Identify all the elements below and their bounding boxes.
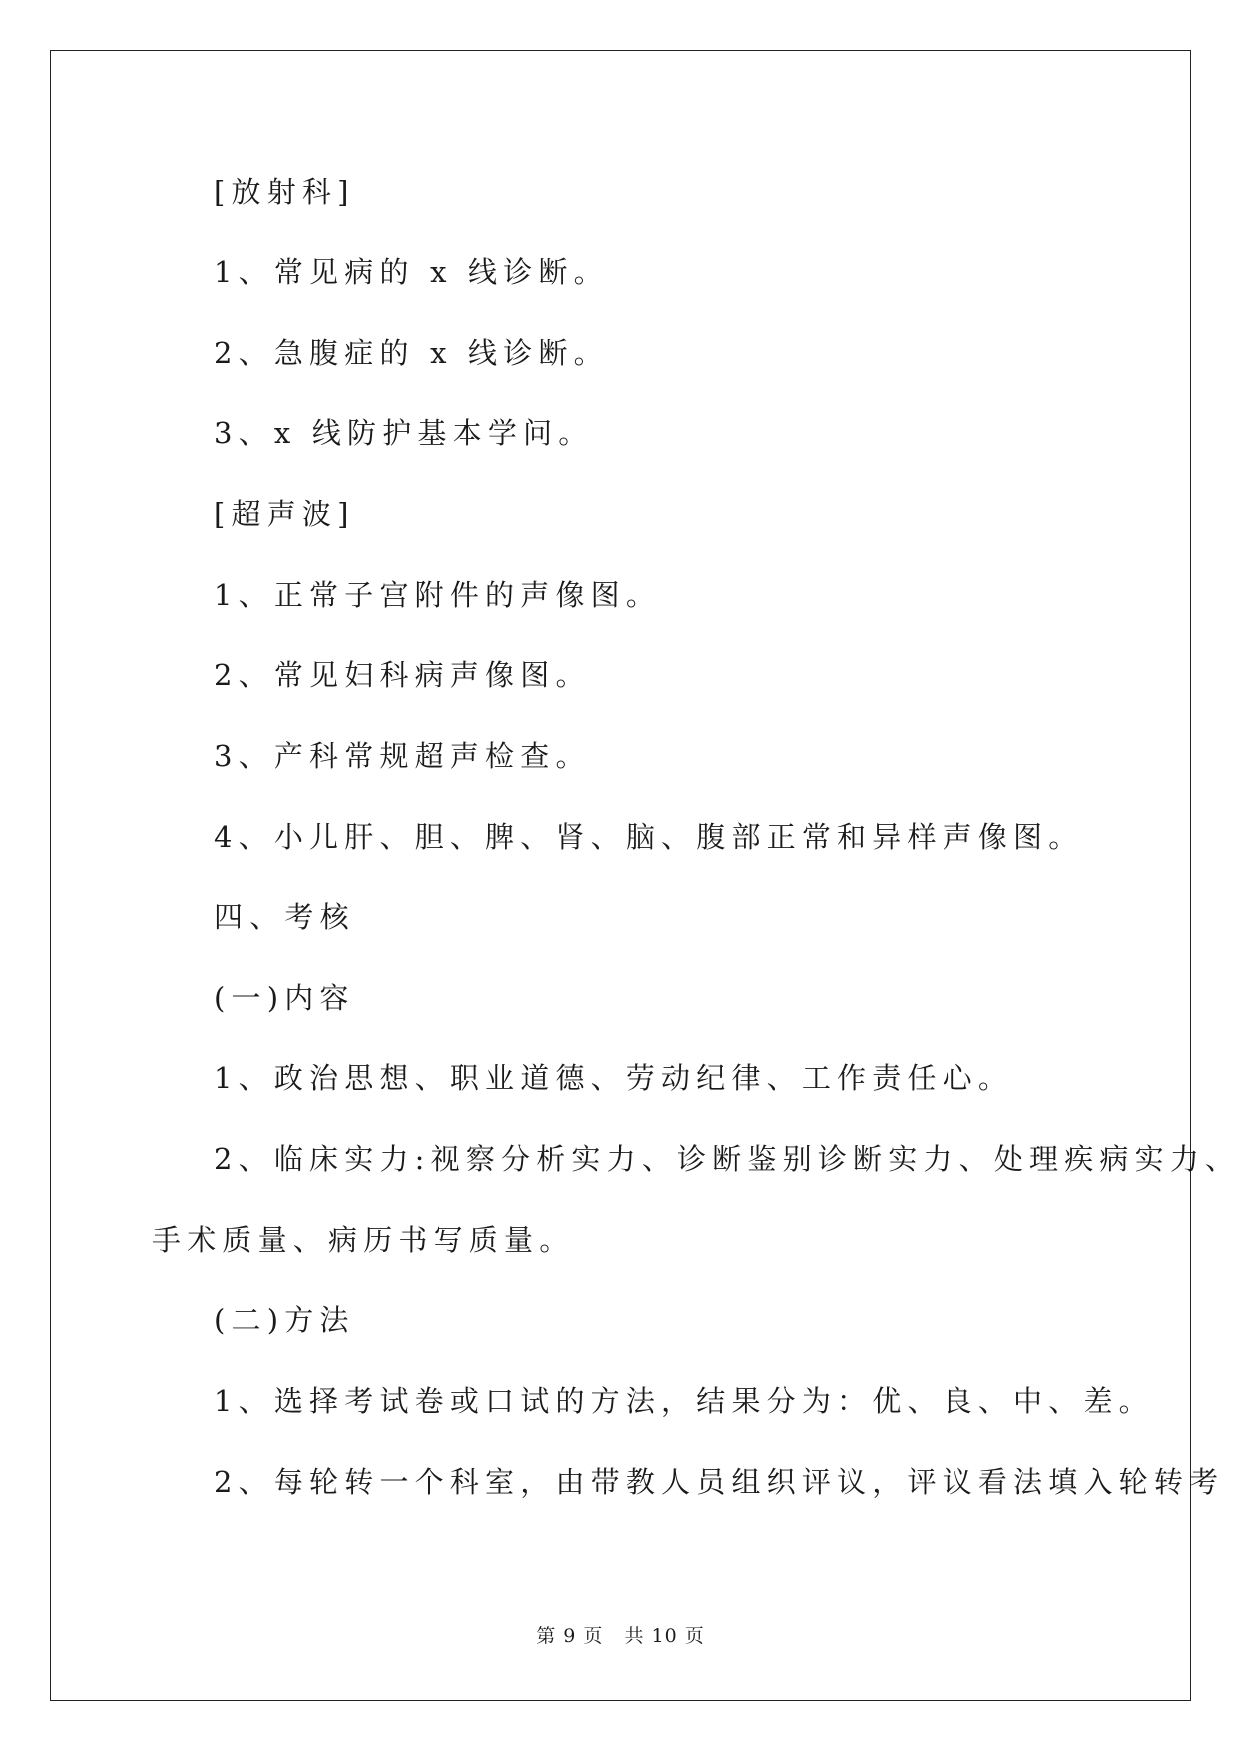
paragraph-line: 3、产科常规超声检查。	[214, 739, 591, 773]
section-heading-assessment: 四、考核	[214, 900, 355, 934]
paragraph-line: 2、急腹症的 x 线诊断。	[214, 336, 609, 370]
section-heading-radiology: [放射科]	[214, 175, 355, 209]
subsection-heading-content: (一)内容	[214, 981, 355, 1015]
paragraph-line: 2、每轮转一个科室，由带教人员组织评议，评议看法填入轮转考	[214, 1465, 1225, 1499]
paragraph-line: 4、小儿肝、胆、脾、肾、脑、腹部正常和异样声像图。	[214, 820, 1084, 854]
paragraph-line-continuation: 手术质量、病历书写质量。	[152, 1223, 575, 1257]
paragraph-line: 2、常见妇科病声像图。	[214, 658, 591, 692]
paragraph-line: 2、临床实力:视察分析实力、诊断鉴别诊断实力、处理疾病实力、	[214, 1142, 1241, 1176]
paragraph-line: 1、正常子宫附件的声像图。	[214, 578, 662, 612]
paragraph-line: 3、x 线防护基本学问。	[214, 416, 594, 450]
paragraph-line: 1、政治思想、职业道德、劳动纪律、工作责任心。	[214, 1061, 1014, 1095]
paragraph-line: 1、常见病的 x 线诊断。	[214, 255, 609, 289]
page-frame	[50, 50, 1191, 1701]
paragraph-line: 1、选择考试卷或口试的方法，结果分为：优、良、中、差。	[214, 1384, 1154, 1418]
page-number-footer: 第 9 页 共 10 页	[536, 1625, 705, 1647]
section-heading-ultrasound: [超声波]	[214, 497, 355, 531]
subsection-heading-method: (二)方法	[214, 1303, 355, 1337]
